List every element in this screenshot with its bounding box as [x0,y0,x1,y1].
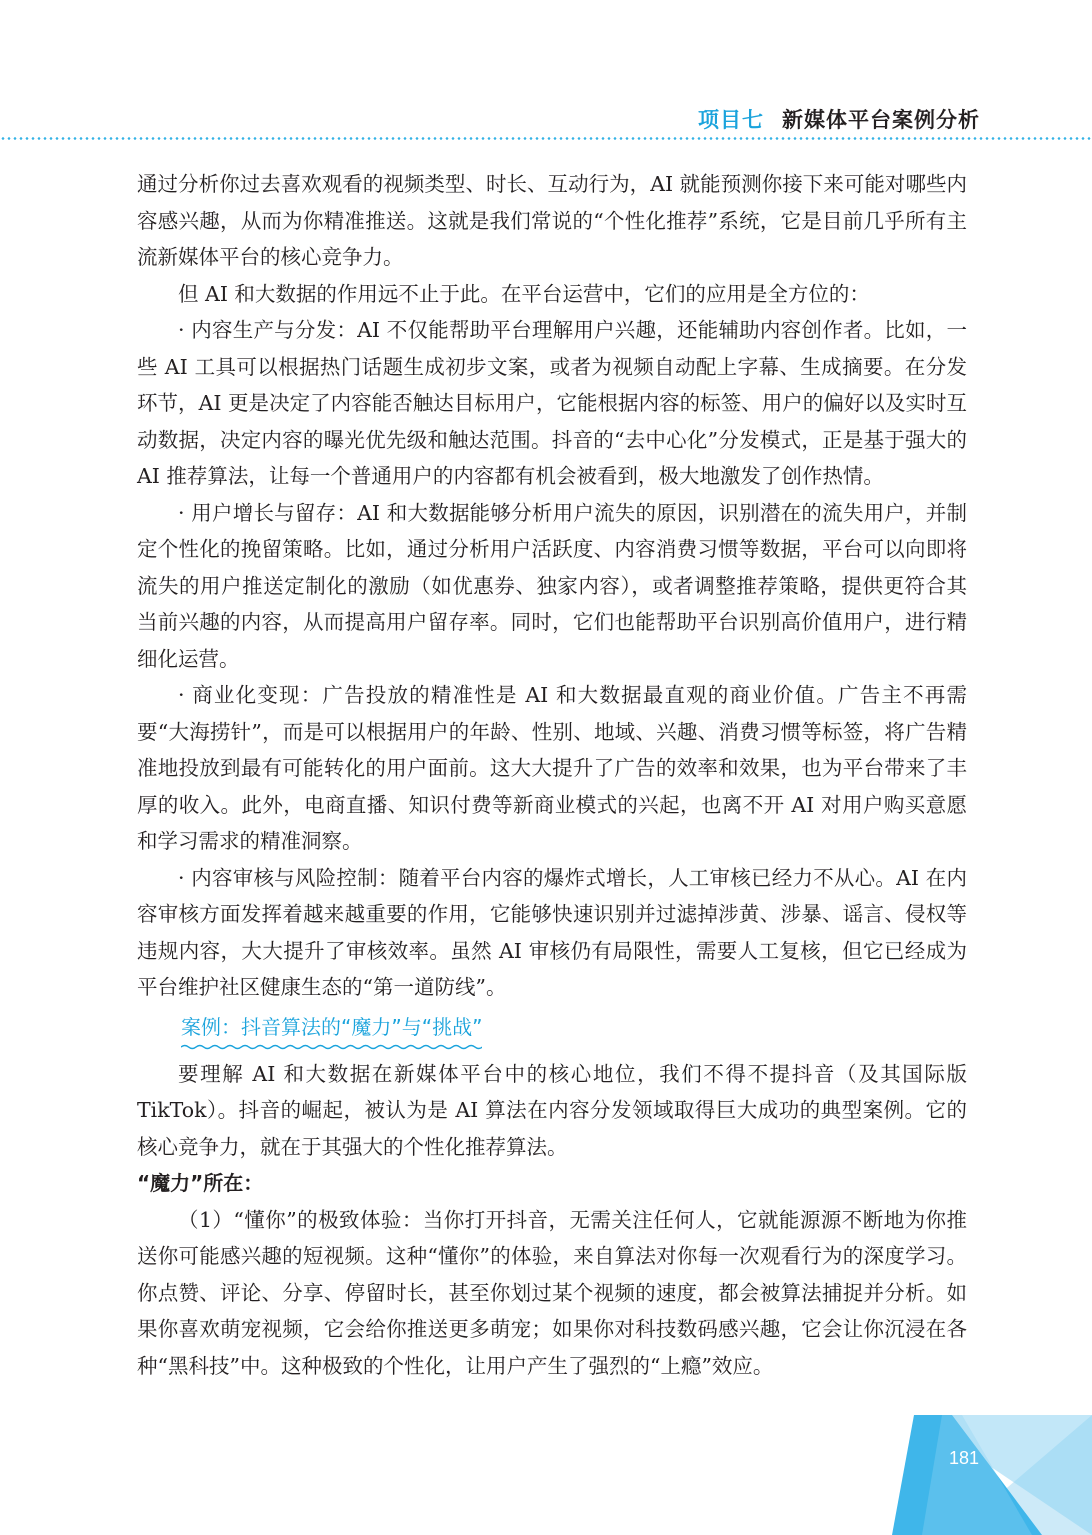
page-header [0,0,1092,140]
case-intro: 要理解 AI 和大数据在新媒体平台中的核心地位，我们不得不提抖音（及其国际版 TikTok）。抖音的崛起，被认为是 AI 算法在内容分发领域取得巨大成功的典型案例。它的核心竞争力，就在于其强大的个性化推荐算法。 [137,1061,967,1159]
page-body [137,166,967,1384]
page-number: 181 [948,1448,980,1468]
running-title [698,104,980,134]
case-heading-text: 案例：抖音算法的“魔力”与“挑战” [181,1014,483,1039]
page-number-tab [892,1415,1092,1535]
bullet-user-growth: · 用户增长与留存：AI 和大数据能够分析用户流失的原因，识别潜在的流失用户，并制定个性化的挽留策略。比如，通过分析用户活跃度、内容消费习惯等数据，平台可以向即将流失的用户推送定制化的激励（如优惠券、独家内容），或者调整推荐策略，提供更符合其当前兴趣的内容，从而提高用户留存率。同时，它们也能帮助平台识别高价值用户，进行精细化运营。 [137,500,967,671]
bullet-content-production: · 内容生产与分发：AI 不仅能帮助平台理解用户兴趣，还能辅助内容创作者。比如，一些 AI 工具可以根据热门话题生成初步文案，或者为视频自动配上字幕、生成摘要。在分发环节，AI 更是决定了内容能否触达目标用户，它能根据内容的标签、用户的偏好以及实时互动数据，决定内容的曝光优先级和触达范围。抖音的“去中心化”分发模式，正是基于强大的 AI 推荐算法，让每一个普通用户的内容都有机会被看到，极大地激发了创作热情。 [137,318,967,488]
bullet-monetization: · 商业化变现：广告投放的精准性是 AI 和大数据最直观的商业价值。广告主不再需要“大海捞针”，而是可以根据用户的年龄、性别、地域、兴趣、消费习惯等标签，将广告精准地投放到最有可能转化的用户面前。这大大提升了广告的效率和效果，也为平台带来了丰厚的收入。此外，电商直播、知识付费等新商业模式的兴起，也离不开 AI 对用户购买意愿和学习需求的精准洞察。 [137,683,967,853]
bullet-content-moderation: · 内容审核与风险控制：随着平台内容的爆炸式增长，人工审核已经力不从心。AI 在内容审核方面发挥着越来越重要的作用，它能够快速识别并过滤掉涉黄、涉暴、谣言、侵权等违规内容，大大提升了审核效率。虽然 AI 审核仍有局限性，需要人工复核，但它已经成为平台维护社区健康生态的“第一道防线”。 [137,865,967,999]
project-label: 项目七 [698,108,764,132]
wavy-underline [181,1044,482,1050]
dotted-divider [0,137,1092,140]
magic-heading: “魔力”所在： [137,1171,264,1195]
paragraph: 通过分析你过去喜欢观看的视频类型、时长、互动行为，AI 就能预测你接下来可能对哪些内容感兴趣，从而为你精准推送。这就是我们常说的“个性化推荐”系统，它是目前几乎所有主流新媒体平台的核心竞争力。 [137,172,967,269]
paragraph: 但 AI 和大数据的作用远不止于此。在平台运营中，它们的应用是全方位的： [178,281,870,306]
case-heading [181,1010,482,1050]
magic-point-1: （1）“懂你”的极致体验：当你打开抖音，无需关注任何人，它就能源源不断地为你推送你可能感兴趣的短视频。这种“懂你”的体验，来自算法对你每一次观看行为的深度学习。你点赞、评论、分享、停留时长，甚至你划过某个视频的速度，都会被算法捕捉并分析。如果你喜欢萌宠视频，它会给你推送更多萌宠；如果你对科技数码感兴趣，它会让你沉浸在各种“黑科技”中。这种极致的个性化，让用户产生了强烈的“上瘾”效应。 [137,1207,967,1378]
project-name: 新媒体平台案例分析 [782,108,980,132]
